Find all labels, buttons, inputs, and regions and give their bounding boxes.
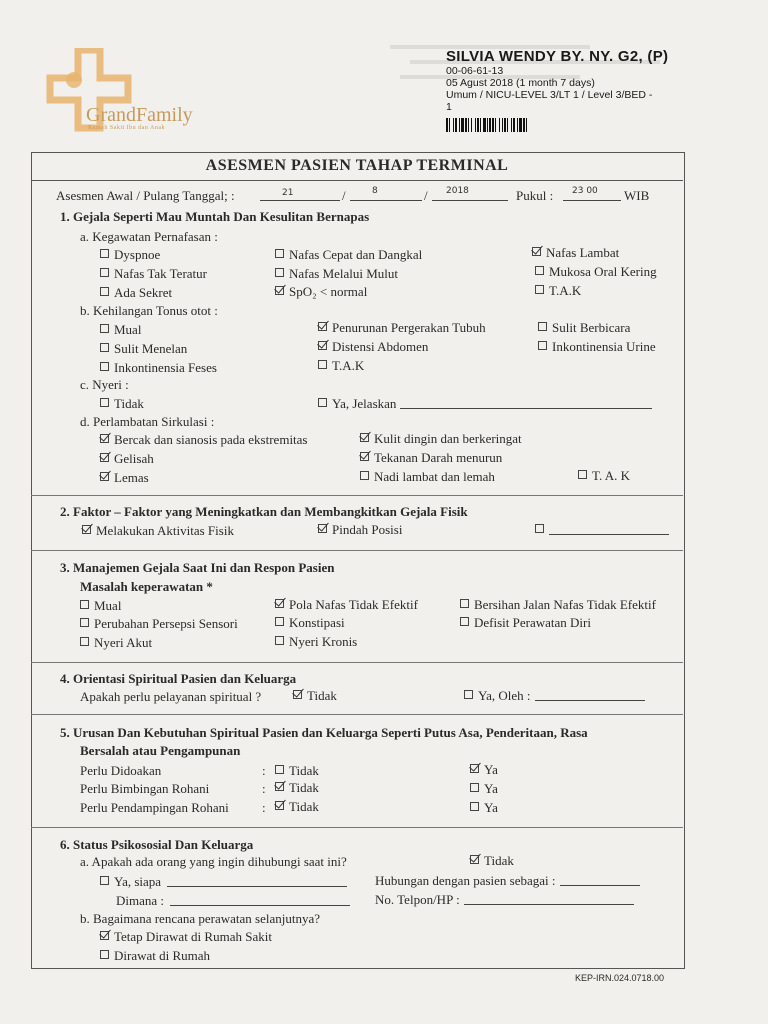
opt-tak-1d[interactable]: T. A. K (578, 468, 630, 484)
checkbox-icon[interactable] (460, 599, 469, 608)
checkbox-icon[interactable] (318, 360, 327, 369)
checkbox-icon[interactable] (275, 249, 284, 258)
checkbox-icon[interactable] (470, 783, 479, 792)
checked-checkbox-icon[interactable] (318, 341, 327, 350)
opt-defisit-perawatan[interactable]: Defisit Perawatan Diri (460, 615, 591, 631)
checked-checkbox-icon[interactable] (100, 434, 109, 443)
oleh-line[interactable] (535, 688, 645, 701)
divider (31, 550, 683, 551)
form-code: KEP-IRN.024.0718.00 (575, 973, 665, 983)
phone-field: No. Telpon/HP : (375, 892, 634, 908)
checkbox-icon[interactable] (535, 285, 544, 294)
opt-spiritual-ya[interactable]: Ya, Oleh : (464, 688, 645, 704)
opt-nyeri-kronis[interactable]: Nyeri Kronis (275, 634, 357, 650)
divider (31, 662, 683, 663)
opt-nyeri-akut[interactable]: Nyeri Akut (80, 635, 152, 651)
other-line[interactable] (549, 522, 669, 535)
opt-sulit-bicara[interactable]: Sulit Berbicara (538, 320, 630, 336)
opt-nafas-tak-teratur[interactable]: Nafas Tak Teratur (100, 266, 207, 282)
opt-gelisah[interactable]: Gelisah (100, 451, 154, 467)
section-5-title-2: Bersalah atau Pengampunan (80, 743, 241, 758)
checked-checkbox-icon[interactable] (318, 524, 327, 533)
subsection-6b: b. Bagaimana rencana perawatan selanjutnya? (80, 911, 321, 926)
opt-bimbingan-ya[interactable]: Ya (470, 781, 498, 797)
checkbox-icon[interactable] (538, 341, 547, 350)
checkbox-icon[interactable] (100, 287, 109, 296)
assessment-date-label: Asesmen Awal / Pulang Tanggal; : (56, 188, 235, 203)
checked-checkbox-icon[interactable] (100, 931, 109, 940)
time-label: Pukul : (516, 188, 554, 203)
checked-checkbox-icon[interactable] (360, 452, 369, 461)
checkbox-icon[interactable] (100, 324, 109, 333)
section-5-title: 5. Urusan Dan Kebutuhan Spiritual Pasien dan Keluarga Seperti Putus Asa, Penderitaan, Rasa (60, 725, 588, 740)
checkbox-icon[interactable] (578, 470, 587, 479)
opt-bercak[interactable]: Bercak dan sianosis pada ekstremitas (100, 432, 308, 448)
opt-dirawat-rumah[interactable]: Dirawat di Rumah (100, 948, 210, 964)
siapa-line[interactable] (167, 874, 347, 887)
opt-nafas-lambat[interactable]: Nafas Lambat (532, 245, 619, 261)
opt-other-2[interactable] (535, 522, 669, 538)
opt-tetap-dirawat[interactable]: Tetap Dirawat di Rumah Sakit (100, 929, 272, 945)
opt-nadi-lambat[interactable]: Nadi lambat dan lemah (360, 469, 495, 485)
wib-label: WIB (624, 188, 650, 203)
checked-checkbox-icon[interactable] (275, 782, 284, 791)
checkbox-icon[interactable] (80, 600, 89, 609)
checkbox-icon[interactable] (100, 362, 109, 371)
opt-penurunan-gerak[interactable]: Penurunan Pergerakan Tubuh (318, 320, 486, 336)
checked-checkbox-icon[interactable] (318, 322, 327, 331)
label-bimbingan: Perlu Bimbingan Rohani (80, 781, 210, 796)
checkbox-icon[interactable] (100, 343, 109, 352)
checkbox-icon[interactable] (318, 398, 327, 407)
relation-line[interactable] (560, 873, 640, 886)
opt-pendampingan-tidak[interactable]: Tidak (275, 799, 319, 815)
opt-konstipasi[interactable]: Konstipasi (275, 615, 345, 631)
checkbox-icon[interactable] (100, 268, 109, 277)
checkbox-icon[interactable] (538, 322, 547, 331)
opt-hubungi-tidak[interactable]: Tidak (470, 853, 514, 869)
location-field: Dimana : (116, 893, 350, 909)
section-6-title: 6. Status Psikososial Dan Keluarga (60, 837, 254, 852)
year-value[interactable]: 2018 (446, 186, 469, 196)
checkbox-icon[interactable] (275, 617, 284, 626)
opt-bersihan-jalan-nafas[interactable]: Bersihan Jalan Nafas Tidak Efektif (460, 597, 656, 613)
checkbox-icon[interactable] (464, 690, 473, 699)
subsection-1d: d. Perlambatan Sirkulasi : (80, 414, 215, 429)
checkbox-icon[interactable] (100, 249, 109, 258)
day-value[interactable]: 21 (282, 188, 294, 198)
checkbox-icon[interactable] (470, 802, 479, 811)
opt-nyeri-ya[interactable]: Ya, Jelaskan (318, 396, 652, 412)
subsection-1a: a. Kegawatan Pernafasan : (80, 229, 218, 244)
opt-nafas-cepat[interactable]: Nafas Cepat dan Dangkal (275, 247, 422, 263)
opt-pola-nafas[interactable]: Pola Nafas Tidak Efektif (275, 597, 418, 613)
month-value[interactable]: 8 (372, 186, 378, 196)
opt-pendampingan-ya[interactable]: Ya (470, 800, 498, 816)
section-3-title: 3. Manajemen Gejala Saat Ini dan Respon Pasien (60, 560, 335, 575)
checkbox-icon[interactable] (460, 617, 469, 626)
checked-checkbox-icon[interactable] (293, 690, 302, 699)
brand-subtitle: Rumah Sakit Ibu dan Anak (88, 125, 165, 131)
opt-tak-1b[interactable]: T.A.K (318, 358, 364, 374)
checkbox-icon[interactable] (535, 524, 544, 533)
opt-nafas-mulut[interactable]: Nafas Melalui Mulut (275, 266, 398, 282)
checked-checkbox-icon[interactable] (100, 453, 109, 462)
opt-didoakan-ya[interactable]: Ya (470, 762, 498, 778)
opt-pindah-posisi[interactable]: Pindah Posisi (318, 522, 402, 538)
year-line (432, 200, 508, 201)
section-3-subtitle: Masalah keperawatan * (80, 579, 213, 594)
subsection-1b: b. Kehilangan Tonus otot : (80, 303, 218, 318)
brand-name: GrandFamily (86, 104, 193, 126)
section-2-title: 2. Faktor – Faktor yang Meningkatkan dan Membangkitkan Gejala Fisik (60, 504, 468, 519)
checkbox-icon[interactable] (100, 876, 109, 885)
divider (31, 827, 683, 828)
checked-checkbox-icon[interactable] (100, 472, 109, 481)
checked-checkbox-icon[interactable] (275, 286, 284, 295)
label-pendampingan: Perlu Pendampingan Rohani (80, 800, 229, 815)
opt-kulit-dingin[interactable]: Kulit dingin dan berkeringat (360, 431, 522, 447)
opt-hubungi-ya[interactable]: Ya, siapa (100, 874, 347, 890)
checked-checkbox-icon[interactable] (470, 855, 479, 864)
opt-mual[interactable]: Mual (100, 322, 141, 338)
section-1-title: 1. Gejala Seperti Mau Muntah Dan Kesulitan Bernapas (60, 209, 370, 224)
opt-dyspnoe[interactable]: Dyspnoe (100, 247, 160, 263)
patient-bed: 1 (446, 101, 452, 113)
opt-lemas[interactable]: Lemas (100, 470, 149, 486)
label-didoakan: Perlu Didoakan (80, 763, 162, 778)
opt-bimbingan-tidak[interactable]: Tidak (275, 780, 319, 796)
checked-checkbox-icon[interactable] (470, 764, 479, 773)
checked-checkbox-icon[interactable] (275, 801, 284, 810)
divider (31, 495, 683, 496)
month-line (350, 200, 422, 201)
checkbox-icon[interactable] (80, 618, 89, 627)
time-value[interactable]: 23 00 (572, 186, 598, 196)
opt-ada-sekret[interactable]: Ada Sekret (100, 285, 172, 301)
title-bar (31, 152, 683, 181)
divider (31, 714, 683, 715)
phone-line[interactable] (464, 892, 634, 905)
subsection-1c: c. Nyeri : (80, 377, 129, 392)
opt-distensi[interactable]: Distensi Abdomen (318, 339, 428, 355)
checked-checkbox-icon[interactable] (532, 247, 541, 256)
barcode-icon (446, 118, 646, 132)
opt-sulit-menelan[interactable]: Sulit Menelan (100, 341, 187, 357)
opt-spiritual-tidak[interactable]: Tidak (293, 688, 337, 704)
time-line (563, 200, 621, 201)
opt-inkontinensia-urine[interactable]: Inkontinensia Urine (538, 339, 656, 355)
opt-mual-3[interactable]: Mual (80, 598, 121, 614)
opt-tak-1a[interactable]: T.A.K (535, 283, 581, 299)
opt-didoakan-tidak[interactable]: Tidak (275, 763, 319, 779)
opt-tekanan-darah[interactable]: Tekanan Darah menurun (360, 450, 502, 466)
checkbox-icon[interactable] (275, 765, 284, 774)
opt-persepsi-sensori[interactable]: Perubahan Persepsi Sensori (80, 616, 238, 632)
opt-aktivitas-fisik[interactable]: Melakukan Aktivitas Fisik (82, 523, 234, 539)
checkbox-icon[interactable] (100, 398, 109, 407)
checked-checkbox-icon[interactable] (82, 525, 91, 534)
form-title: ASESMEN PASIEN TAHAP TERMINAL (205, 157, 509, 174)
opt-inkontinensia-feses[interactable]: Inkontinensia Feses (100, 360, 217, 376)
relation-field: Hubungan dengan pasien sebagai : (375, 873, 640, 889)
subsection-6a: a. Apakah ada orang yang ingin dihubungi saat ini? (80, 854, 347, 869)
checked-checkbox-icon[interactable] (360, 433, 369, 442)
patient-label (446, 48, 668, 113)
patient-unit: Umum / NICU-LEVEL 3/LT 1 / Level 3/BED - (446, 89, 653, 101)
patient-dob: 05 Agust 2018 (1 month 7 days) (446, 77, 595, 89)
explain-line[interactable] (400, 396, 652, 409)
opt-spo2[interactable]: SpO₂ < normal (275, 284, 367, 300)
checkbox-icon[interactable] (100, 950, 109, 959)
checkbox-icon[interactable] (275, 636, 284, 645)
dimana-line[interactable] (170, 893, 350, 906)
opt-mukosa-kering[interactable]: Mukosa Oral Kering (535, 264, 657, 280)
checked-checkbox-icon[interactable] (275, 599, 284, 608)
checkbox-icon[interactable] (275, 268, 284, 277)
patient-name: SILVIA WENDY BY. NY. G2, (P) (446, 48, 669, 65)
checkbox-icon[interactable] (360, 471, 369, 480)
barcode-bar (527, 118, 529, 132)
section-4-title: 4. Orientasi Spiritual Pasien dan Keluarga (60, 671, 297, 686)
day-line (260, 200, 340, 201)
patient-id: 00-06-61-13 (446, 65, 504, 77)
spiritual-question: Apakah perlu pelayanan spiritual ? (80, 689, 262, 704)
opt-nyeri-tidak[interactable]: Tidak (100, 396, 144, 412)
checkbox-icon[interactable] (80, 637, 89, 646)
checkbox-icon[interactable] (535, 266, 544, 275)
